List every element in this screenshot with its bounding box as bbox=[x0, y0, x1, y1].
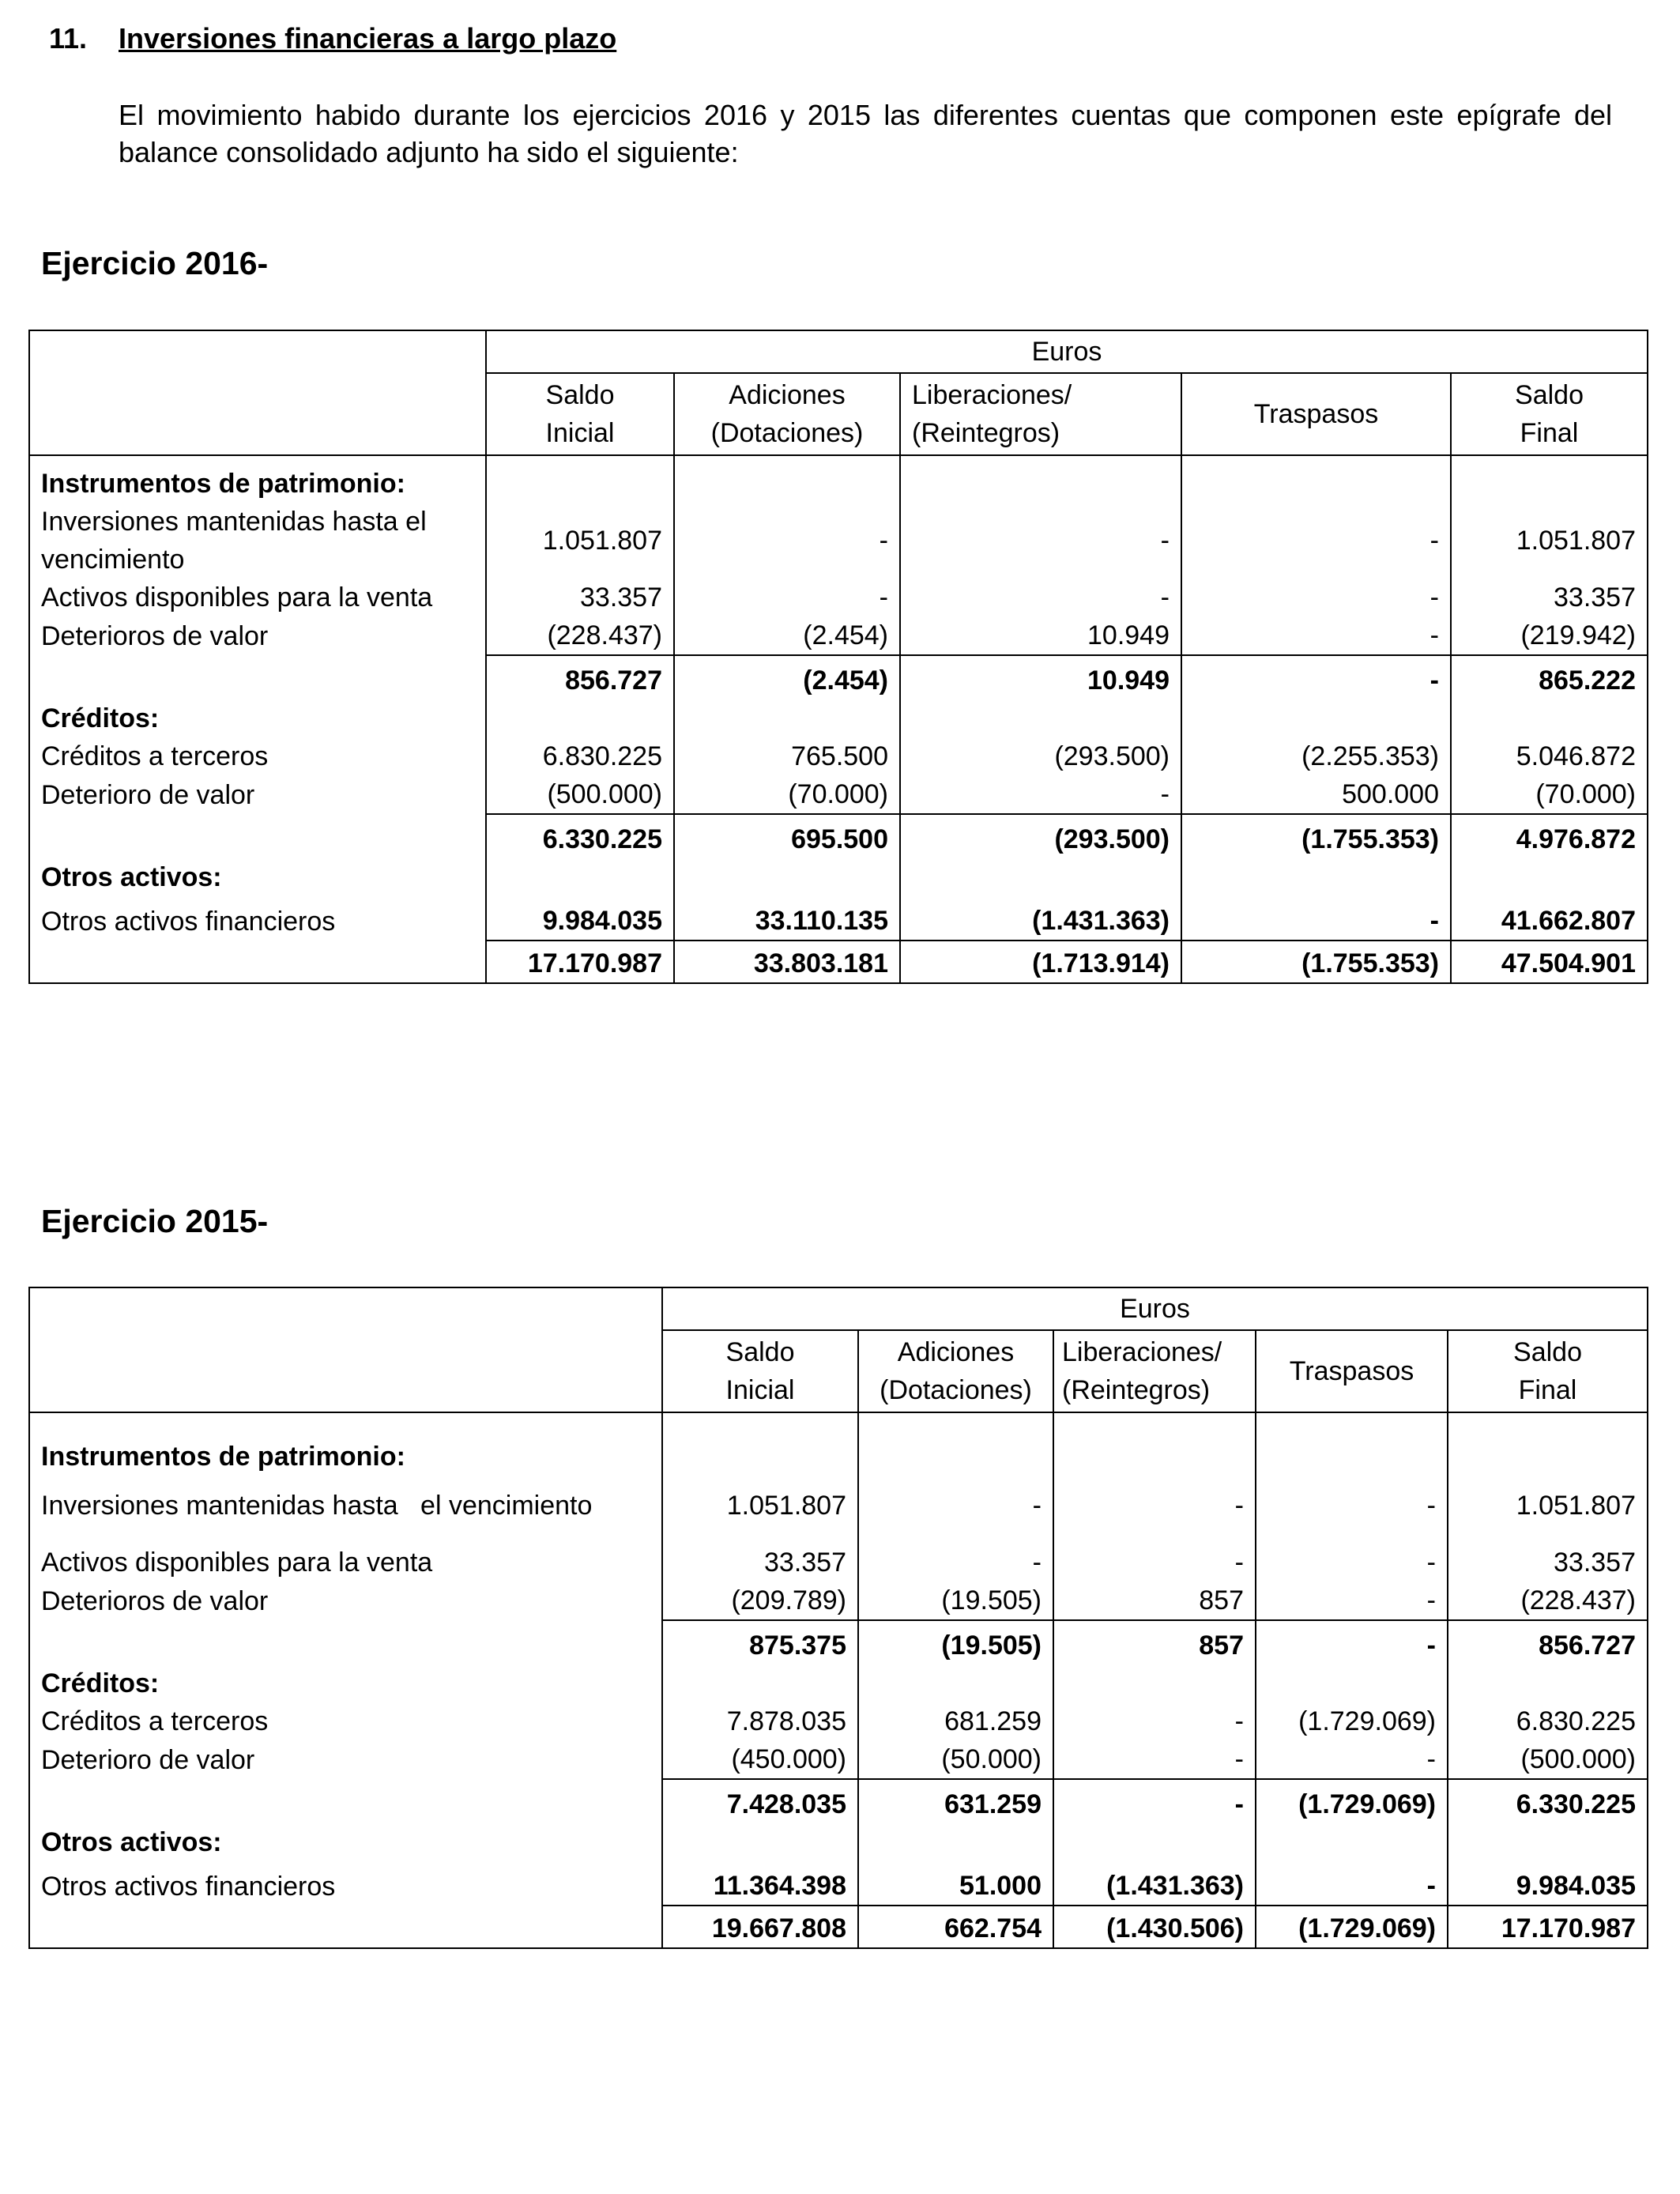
group-label: Créditos: bbox=[41, 1668, 160, 1698]
cell-value: 695.500 bbox=[674, 814, 900, 858]
group-label: Otros activos: bbox=[41, 862, 222, 892]
cell-value: (19.505) bbox=[858, 1620, 1053, 1664]
cell-value: - bbox=[1256, 1861, 1448, 1906]
cell-value: - bbox=[900, 503, 1181, 579]
table-row bbox=[29, 616, 1648, 655]
cell-value: (1.430.506) bbox=[1053, 1906, 1256, 1948]
total-row bbox=[29, 941, 1648, 983]
column-header-traspasos: Traspasos bbox=[1181, 373, 1451, 455]
cell-value: (2.454) bbox=[674, 655, 900, 699]
cell-value: (70.000) bbox=[1451, 775, 1648, 814]
table-2016-title: Ejercicio 2016- bbox=[41, 245, 269, 281]
cell-value: 6.830.225 bbox=[1448, 1702, 1648, 1740]
currency-header: Euros bbox=[486, 330, 1648, 373]
row-label: Activos disponibles para la venta bbox=[41, 1547, 433, 1578]
currency-header: Euros bbox=[662, 1287, 1648, 1330]
row-label: Deterioro de valor bbox=[41, 780, 255, 810]
cell-value: (1.729.069) bbox=[1256, 1906, 1448, 1948]
cell-value: (293.500) bbox=[900, 737, 1181, 775]
cell-value: 33.803.181 bbox=[674, 941, 900, 983]
cell-value: 33.357 bbox=[486, 579, 674, 616]
cell-value: - bbox=[1181, 503, 1451, 579]
group-row bbox=[29, 1664, 1648, 1702]
column-header-liberaciones: Liberaciones/ (Reintegros) bbox=[900, 373, 1181, 455]
cell-value: - bbox=[1053, 1740, 1256, 1779]
table-row bbox=[29, 1702, 1648, 1740]
cell-value: 33.110.135 bbox=[674, 896, 900, 941]
cell-value: 17.170.987 bbox=[1448, 1906, 1648, 1948]
cell-value: 6.330.225 bbox=[1448, 1779, 1648, 1823]
column-header-saldo-final: Saldo Final bbox=[1451, 373, 1648, 455]
table-2015 bbox=[28, 1287, 1648, 1949]
header-blank-cell bbox=[29, 330, 486, 455]
cell-value: - bbox=[674, 503, 900, 579]
section-heading bbox=[49, 22, 616, 55]
table-row bbox=[29, 1581, 1648, 1620]
section-title: Inversiones financieras a largo plazo bbox=[119, 22, 617, 55]
cell-value: 7.878.035 bbox=[662, 1702, 858, 1740]
table-row bbox=[29, 896, 1648, 941]
cell-value: - bbox=[1181, 896, 1451, 941]
table-row bbox=[29, 503, 1648, 579]
group-row bbox=[29, 455, 1648, 503]
table-row bbox=[29, 1861, 1648, 1906]
row-label: Otros activos financieros bbox=[41, 1872, 336, 1902]
cell-value: 33.357 bbox=[662, 1536, 858, 1581]
cell-value: 857 bbox=[1053, 1620, 1256, 1664]
cell-value: 875.375 bbox=[662, 1620, 858, 1664]
group-row bbox=[29, 699, 1648, 737]
cell-value: 1.051.807 bbox=[1448, 1476, 1648, 1536]
cell-value: - bbox=[858, 1536, 1053, 1581]
intro-paragraph: El movimiento habido durante los ejercicios 2016 y 2015 las diferentes cuentas que componen este epígrafe del balance consolidado adjunto ha sido el siguiente: bbox=[119, 99, 1612, 168]
cell-value: (500.000) bbox=[486, 775, 674, 814]
cell-value: (228.437) bbox=[486, 616, 674, 655]
cell-value: 856.727 bbox=[486, 655, 674, 699]
cell-value: (1.729.069) bbox=[1256, 1779, 1448, 1823]
cell-value: 1.051.807 bbox=[1451, 503, 1648, 579]
cell-value: 10.949 bbox=[900, 655, 1181, 699]
cell-value: - bbox=[674, 579, 900, 616]
total-row bbox=[29, 1906, 1648, 1948]
cell-value: (293.500) bbox=[900, 814, 1181, 858]
cell-value: 1.051.807 bbox=[486, 503, 674, 579]
cell-value: (1.755.353) bbox=[1181, 941, 1451, 983]
cell-value: 11.364.398 bbox=[662, 1861, 858, 1906]
cell-value: (2.255.353) bbox=[1181, 737, 1451, 775]
subtotal-row bbox=[29, 1620, 1648, 1664]
table-2016 bbox=[28, 330, 1648, 984]
cell-value: 9.984.035 bbox=[486, 896, 674, 941]
cell-value: - bbox=[1256, 1581, 1448, 1620]
cell-value: - bbox=[900, 775, 1181, 814]
cell-value: (2.454) bbox=[674, 616, 900, 655]
row-label: Inversiones mantenidas hasta el vencimiento bbox=[41, 1491, 593, 1521]
cell-value: 6.830.225 bbox=[486, 737, 674, 775]
cell-value: 4.976.872 bbox=[1451, 814, 1648, 858]
cell-value: 857 bbox=[1053, 1581, 1256, 1620]
cell-value: (50.000) bbox=[858, 1740, 1053, 1779]
column-header-adiciones: Adiciones (Dotaciones) bbox=[858, 1330, 1053, 1412]
cell-value: 6.330.225 bbox=[486, 814, 674, 858]
cell-value: 17.170.987 bbox=[486, 941, 674, 983]
section-number: 11. bbox=[49, 22, 88, 55]
cell-value: 47.504.901 bbox=[1451, 941, 1648, 983]
cell-value: - bbox=[1256, 1476, 1448, 1536]
group-label: Instrumentos de patrimonio: bbox=[41, 469, 405, 499]
cell-value: - bbox=[1181, 655, 1451, 699]
cell-value: 7.428.035 bbox=[662, 1779, 858, 1823]
column-header-saldo-final: Saldo Final bbox=[1448, 1330, 1648, 1412]
cell-value: - bbox=[1053, 1779, 1256, 1823]
group-label: Instrumentos de patrimonio: bbox=[41, 1442, 405, 1472]
table-row bbox=[29, 737, 1648, 775]
cell-value: 10.949 bbox=[900, 616, 1181, 655]
cell-value: 5.046.872 bbox=[1451, 737, 1648, 775]
cell-value: 865.222 bbox=[1451, 655, 1648, 699]
cell-value: (1.713.914) bbox=[900, 941, 1181, 983]
group-label: Créditos: bbox=[41, 703, 160, 733]
row-label: Deterioro de valor bbox=[41, 1745, 255, 1775]
row-label: Activos disponibles para la venta bbox=[41, 582, 433, 613]
column-header-traspasos: Traspasos bbox=[1256, 1330, 1448, 1412]
cell-value: 500.000 bbox=[1181, 775, 1451, 814]
subtotal-row bbox=[29, 1779, 1648, 1823]
cell-value: - bbox=[858, 1476, 1053, 1536]
subtotal-row bbox=[29, 655, 1648, 699]
header-blank-cell bbox=[29, 1287, 662, 1412]
cell-value: - bbox=[1053, 1476, 1256, 1536]
cell-value: - bbox=[1181, 616, 1451, 655]
cell-value: (1.431.363) bbox=[900, 896, 1181, 941]
table-row bbox=[29, 775, 1648, 814]
cell-value: - bbox=[1256, 1536, 1448, 1581]
cell-value: - bbox=[1053, 1702, 1256, 1740]
header-row-currency bbox=[29, 1287, 1648, 1330]
cell-value: - bbox=[1181, 579, 1451, 616]
cell-value: 41.662.807 bbox=[1451, 896, 1648, 941]
table-row bbox=[29, 1536, 1648, 1581]
subtotal-row bbox=[29, 814, 1648, 858]
cell-value: (1.729.069) bbox=[1256, 1702, 1448, 1740]
cell-value: (500.000) bbox=[1448, 1740, 1648, 1779]
cell-value: (450.000) bbox=[662, 1740, 858, 1779]
cell-value: (228.437) bbox=[1448, 1581, 1648, 1620]
cell-value: - bbox=[1053, 1536, 1256, 1581]
cell-value: 19.667.808 bbox=[662, 1906, 858, 1948]
row-label: Deterioros de valor bbox=[41, 1586, 269, 1616]
cell-value: (19.505) bbox=[858, 1581, 1053, 1620]
group-row bbox=[29, 1412, 1648, 1476]
cell-value: (209.789) bbox=[662, 1581, 858, 1620]
cell-value: (219.942) bbox=[1451, 616, 1648, 655]
row-label: Créditos a terceros bbox=[41, 741, 269, 771]
cell-value: 631.259 bbox=[858, 1779, 1053, 1823]
cell-value: (1.755.353) bbox=[1181, 814, 1451, 858]
group-label: Otros activos: bbox=[41, 1827, 222, 1857]
row-label: Otros activos financieros bbox=[41, 907, 336, 937]
group-row bbox=[29, 858, 1648, 896]
cell-value: 681.259 bbox=[858, 1702, 1053, 1740]
group-row bbox=[29, 1823, 1648, 1861]
column-header-liberaciones: Liberaciones/ (Reintegros) bbox=[1053, 1330, 1256, 1412]
table-row bbox=[29, 1476, 1648, 1536]
cell-value: 662.754 bbox=[858, 1906, 1053, 1948]
row-label: Deterioros de valor bbox=[41, 621, 269, 651]
column-header-saldo-inicial: Saldo Inicial bbox=[662, 1330, 858, 1412]
cell-value: 33.357 bbox=[1451, 579, 1648, 616]
row-label: Inversiones mantenidas hasta el vencimiento bbox=[41, 507, 427, 575]
column-header-adiciones: Adiciones (Dotaciones) bbox=[674, 373, 900, 455]
cell-value: - bbox=[900, 579, 1181, 616]
table-row bbox=[29, 579, 1648, 616]
cell-value: - bbox=[1256, 1620, 1448, 1664]
cell-value: 51.000 bbox=[858, 1861, 1053, 1906]
cell-value: 856.727 bbox=[1448, 1620, 1648, 1664]
cell-value: - bbox=[1256, 1740, 1448, 1779]
cell-value: 33.357 bbox=[1448, 1536, 1648, 1581]
cell-value: (1.431.363) bbox=[1053, 1861, 1256, 1906]
cell-value: 9.984.035 bbox=[1448, 1861, 1648, 1906]
header-row-currency bbox=[29, 330, 1648, 373]
cell-value: (70.000) bbox=[674, 775, 900, 814]
column-header-saldo-inicial: Saldo Inicial bbox=[486, 373, 674, 455]
cell-value: 1.051.807 bbox=[662, 1476, 858, 1536]
table-row bbox=[29, 1740, 1648, 1779]
table-2015-title: Ejercicio 2015- bbox=[41, 1203, 269, 1239]
cell-value: 765.500 bbox=[674, 737, 900, 775]
row-label: Créditos a terceros bbox=[41, 1706, 269, 1736]
